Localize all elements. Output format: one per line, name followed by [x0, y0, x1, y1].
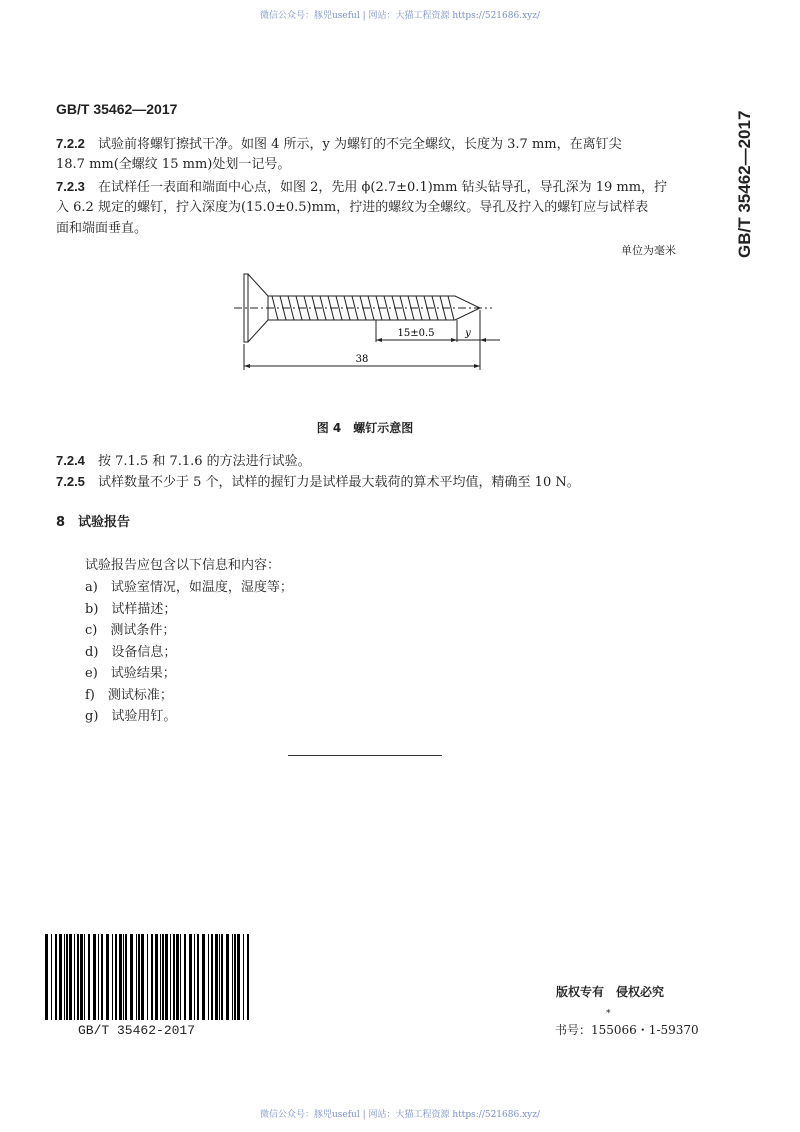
- barcode-bar: [115, 934, 117, 1020]
- barcode-bar: [160, 934, 161, 1020]
- barcode-bar: [234, 934, 236, 1020]
- barcode-bar: [119, 934, 122, 1020]
- barcode-bar: [147, 934, 148, 1020]
- barcode-bar: [226, 934, 229, 1020]
- barcode-bar: [221, 934, 223, 1020]
- barcode-bar: [141, 934, 144, 1020]
- section-8-heading: [56, 512, 130, 533]
- barcode-bar: [106, 934, 109, 1020]
- report-item: f) 测试标准；: [85, 687, 173, 703]
- end-divider: [288, 755, 442, 756]
- section-number: 8: [56, 515, 66, 530]
- dim-y-label: y: [465, 328, 471, 339]
- clause-number: 7.2.5: [56, 474, 85, 489]
- barcode-bar: [101, 934, 103, 1020]
- section-title: 试验报告: [78, 515, 131, 530]
- text: 在试样任一表面和端面中心点，如图 2，先用 ϕ(2.7±0.1)mm 钻头钻导孔，导孔深为 19 mm，拧: [98, 180, 668, 195]
- barcode-bar: [93, 934, 96, 1020]
- barcode-bar: [77, 934, 79, 1020]
- barcode-bar: [84, 934, 85, 1020]
- barcode-bar: [243, 934, 244, 1020]
- barcode-bar: [151, 934, 153, 1020]
- barcode-bar: [51, 934, 52, 1020]
- barcode-bar: [64, 934, 65, 1020]
- report-intro: 试验报告应包含以下信息和内容：: [85, 558, 281, 573]
- barcode-bar: [215, 934, 218, 1020]
- barcode-bar: [74, 934, 75, 1020]
- para-7-2-2: [56, 133, 622, 155]
- barcode-bar: [162, 934, 164, 1020]
- barcode-text: GB/T 35462-2017: [78, 1023, 196, 1038]
- report-item: a) 试验室情况，如温度，湿度等；: [85, 580, 293, 595]
- para-7-2-3-cont2: 面和端面垂直。: [56, 221, 148, 236]
- unit-note: 单位为毫米: [621, 244, 676, 257]
- barcode-bar: [219, 934, 220, 1020]
- barcode-bar: [184, 934, 186, 1020]
- text: 按 7.1.5 和 7.1.6 的方法进行试验。: [98, 454, 311, 469]
- watermark-top: 微信公众号：豚兕useful | 网站：大猫工程资源 https://521686.xyz/: [259, 11, 541, 21]
- barcode-bar: [112, 934, 113, 1020]
- barcode-bar: [180, 934, 181, 1020]
- barcode-bar: [98, 934, 99, 1020]
- watermark-bottom: 微信公众号：豚兕useful | 网站：大猫工程资源 https://521686.xyz/: [259, 1110, 541, 1120]
- report-item: d) 设备信息；: [85, 644, 177, 660]
- dim-thread-label: 15±0.5: [397, 328, 435, 339]
- standard-header: GB/T 35462—2017: [56, 101, 178, 117]
- para-7-2-5: [56, 471, 580, 493]
- barcode-bar: [138, 934, 140, 1020]
- barcode-bar: [165, 934, 168, 1020]
- barcode-bar: [66, 934, 68, 1020]
- barcode-bar: [69, 934, 72, 1020]
- barcode-bar: [237, 934, 240, 1020]
- barcode-bar: [170, 934, 171, 1020]
- para-7-2-3-cont1: 入 6.2 规定的螺钉，拧入深度为(15.0±0.5)mm，拧进的螺纹为全螺纹。导孔及拧入的螺钉应与试样表: [56, 200, 649, 215]
- barcode-bar: [88, 934, 90, 1020]
- report-item: b) 试样描述；: [85, 601, 177, 617]
- copyright-notice: 版权专有 侵权必究: [556, 985, 665, 999]
- star-mark: *: [606, 1009, 611, 1019]
- barcode-bar: [55, 934, 57, 1020]
- barcode-bar: [208, 934, 209, 1020]
- barcode-bar: [211, 934, 213, 1020]
- side-label: [733, 100, 757, 258]
- para-7-2-4: [56, 450, 311, 472]
- barcode-bar: [59, 934, 62, 1020]
- clause-number: 7.2.3: [56, 179, 85, 194]
- report-item: g) 试验用钉。: [85, 709, 177, 724]
- para-7-2-3: [56, 176, 667, 198]
- side-label-text: GB/T 35462—2017: [735, 110, 754, 258]
- barcode-bar: [247, 934, 249, 1020]
- book-number: 书号：155066・1-59370: [555, 1023, 699, 1037]
- barcode-bar: [45, 934, 48, 1020]
- text: 试样数量不少于 5 个，试样的握钉力是试样最大载荷的算术平均值，精确至 10 N。: [98, 475, 580, 490]
- barcode-bar: [194, 934, 195, 1020]
- barcode-bar: [202, 934, 205, 1020]
- barcode-bar: [155, 934, 158, 1020]
- barcode-bar: [123, 934, 124, 1020]
- barcode-bar: [173, 934, 175, 1020]
- clause-number: 7.2.4: [56, 453, 85, 468]
- barcode: [45, 934, 251, 1024]
- para-7-2-2-cont: 18.7 mm(全螺纹 15 mm)处划一记号。: [56, 157, 291, 172]
- barcode-bar: [80, 934, 83, 1020]
- barcode-bar: [189, 934, 192, 1020]
- report-item: e) 试验结果；: [85, 666, 176, 681]
- barcode-bar: [232, 934, 233, 1020]
- clause-number: 7.2.2: [56, 136, 85, 151]
- barcode-bar: [176, 934, 179, 1020]
- figure-caption: 图 4 螺钉示意图: [316, 421, 414, 435]
- dim-total-label: 38: [355, 354, 369, 365]
- text: 试验前将螺钉擦拭干净。如图 4 所示，y 为螺钉的不完全螺纹，长度为 3.7 mm，在离钉尖: [98, 137, 622, 152]
- barcode-bar: [197, 934, 199, 1020]
- report-item: c) 测试条件；: [85, 623, 176, 638]
- barcode-bar: [136, 934, 137, 1020]
- screw-figure: [230, 262, 510, 382]
- barcode-bar: [125, 934, 127, 1020]
- barcode-bar: [130, 934, 133, 1020]
